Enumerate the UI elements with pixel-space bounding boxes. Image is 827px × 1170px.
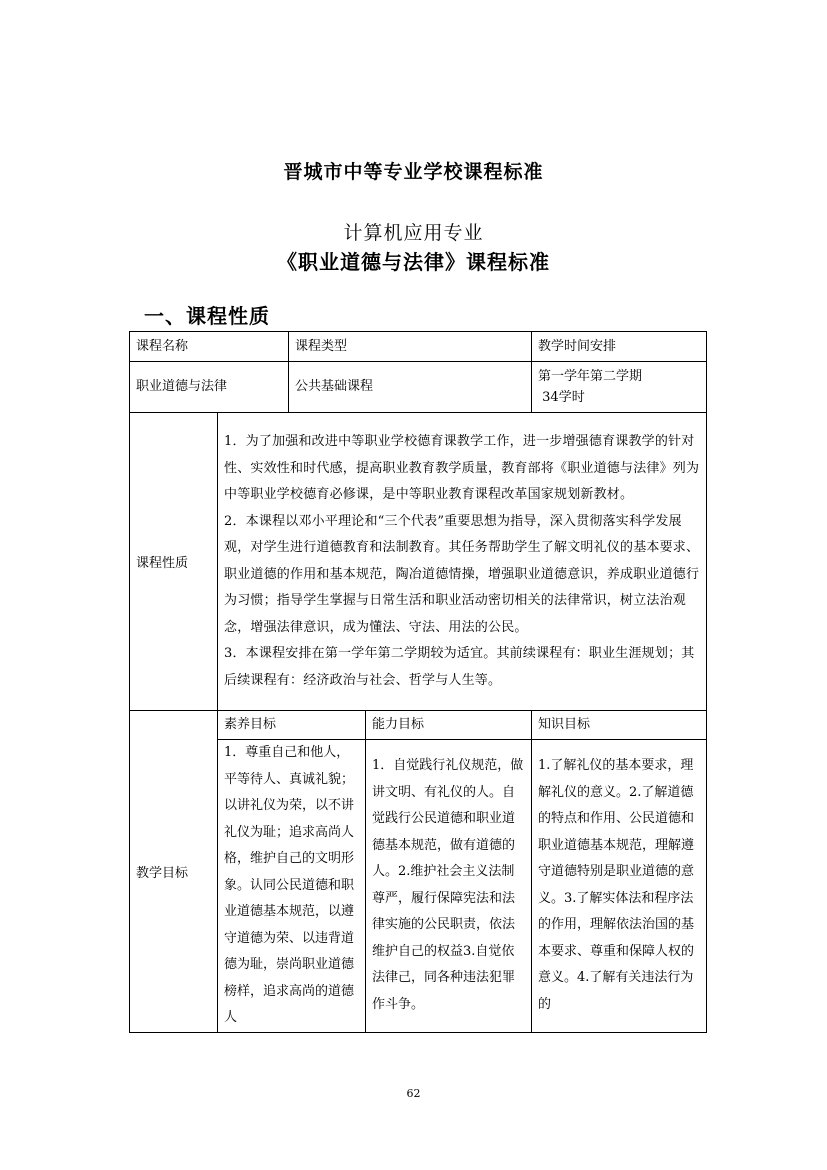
nature-label: 课程性质 bbox=[130, 413, 218, 711]
course-standard-table bbox=[129, 331, 707, 1033]
goals-header-row bbox=[130, 711, 707, 740]
goals-label: 教学目标 bbox=[130, 711, 218, 1033]
header-schedule: 教学时间安排 bbox=[532, 332, 707, 362]
ability-goals-text: 1．自觉践行礼仪规范，做讲文明、有礼仪的人。自觉践行公民道德和职业道德基本规范，做有道德的人。2.维护社会主义法制尊严，履行保障宪法和法律实施的公民职责，依法维护自己的权益3.自觉依法律己，同各种违法犯罪作斗争。 bbox=[366, 740, 532, 1033]
nature-paragraph-1: 1．为了加强和改进中等职业学校德育课教学工作，进一步增强德育课教学的针对性、实效性和时代感，提高职业教育教学质量，教育部将《职业道德与法律》列为中等职业学校德育必修课，是中等职业教育课程改革国家规划新教材。 bbox=[224, 434, 700, 502]
nature-paragraph-3: 3．本课程安排在第一学年第二学期较为适宜。其前续课程有：职业生涯规划；其后续课程有：经济政治与社会、哲学与人生等。 bbox=[224, 646, 695, 688]
course-title: 《职业道德与法律》课程标准 bbox=[277, 250, 550, 274]
section-heading: 一、课程性质 bbox=[144, 304, 270, 328]
table-row bbox=[130, 362, 707, 413]
nature-paragraph-2: 2．本课程以邓小平理论和“三个代表”重要思想为指导，深入贯彻落实科学发展观，对学生进行道德教育和法制教育。其任务帮助学生了解文明礼仪的基本要求、职业道德的作用和基本规范，陶冶道德情操，增强职业道德意识，养成职业道德行为习惯；指导学生掌握与日常生活和职业活动密切相关的法律常识，树立法治观念，增强法律意识，成为懂法、守法、用法的公民。 bbox=[224, 513, 700, 635]
header-ability-goals: 能力目标 bbox=[366, 711, 532, 740]
schedule-value bbox=[532, 362, 707, 413]
header-quality-goals: 素养目标 bbox=[218, 711, 366, 740]
nature-row bbox=[130, 413, 707, 711]
nature-content bbox=[218, 413, 707, 711]
page-title: 晋城市中等专业学校课程标准 bbox=[283, 161, 544, 183]
course-type-value: 公共基础课程 bbox=[289, 362, 532, 413]
header-knowledge-goals: 知识目标 bbox=[532, 711, 707, 740]
header-course-name: 课程名称 bbox=[130, 332, 289, 362]
schedule-hours: 34学时 bbox=[538, 390, 585, 405]
quality-goals-text: 1．尊重自己和他人，平等待人、真诚礼貌；以讲礼仪为荣，以不讲礼仪为耻；追求高尚人格，维护自己的文明形象。认同公民道德和职业道德基本规范，以遵守道德为荣、以违背道德为耻，崇尚职业道德榜样，追求高尚的道德人 bbox=[218, 740, 366, 1033]
table-header-row bbox=[130, 332, 707, 362]
schedule-term: 第一学年第二学期 bbox=[538, 369, 643, 384]
course-name-value: 职业道德与法律 bbox=[130, 362, 289, 413]
header-course-type: 课程类型 bbox=[289, 332, 532, 362]
knowledge-goals-text: 1.了解礼仪的基本要求，理解礼仪的意义。2.了解道德的特点和作用、公民道德和职业道德基本规范，理解遵守道德特别是职业道德的意义。3.了解实体法和程序法的作用，理解依法治国的基本要求、尊重和保障人权的意义。4.了解有关违法行为的 bbox=[532, 740, 707, 1033]
page-number: 62 bbox=[406, 1087, 421, 1100]
major-subtitle: 计算机应用专业 bbox=[343, 222, 484, 244]
